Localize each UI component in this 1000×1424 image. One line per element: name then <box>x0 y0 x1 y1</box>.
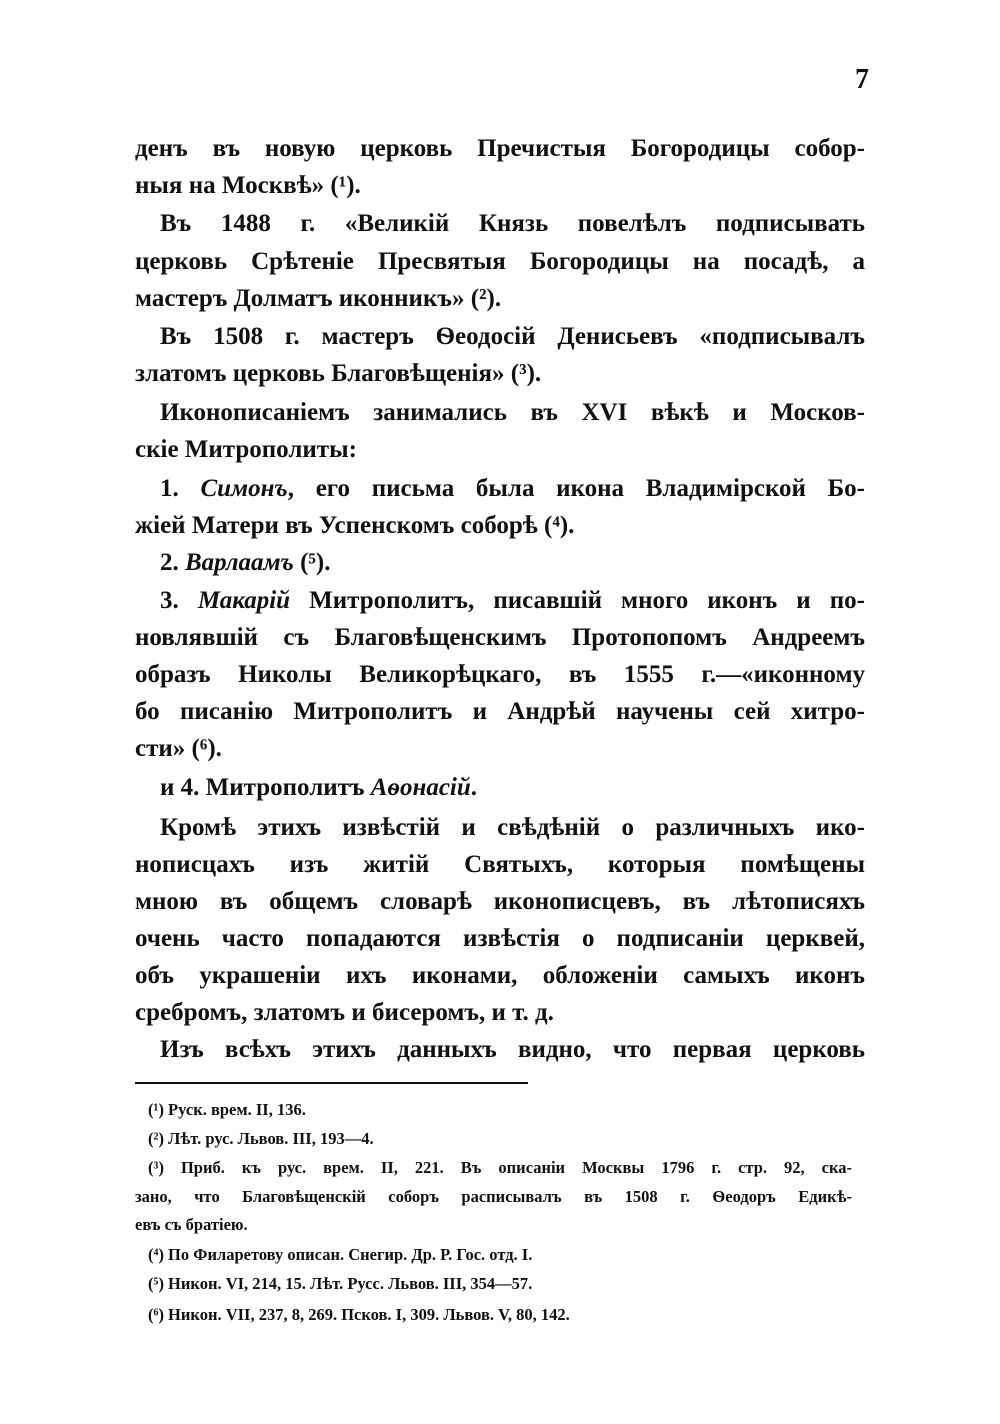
body-line: денъ въ новую церковь Пречистыя Богородицы собор- <box>135 135 865 162</box>
body-line: Кромѣ этихъ извѣстій и свѣдѣній о различныхъ ико- <box>160 814 865 841</box>
footnote: (³) Приб. къ рус. врем. II, 221. Въ описаніи Москвы 1796 г. стр. 92, ска- <box>148 1158 852 1177</box>
body-line: образъ Николы Великорѣцкаго, въ 1555 г.—«иконному <box>135 661 865 688</box>
footnote: (⁵) Никон. VI, 214, 15. Лѣт. Русс. Львов. III, 354—57. <box>148 1274 533 1293</box>
body-text: (⁵). <box>293 549 331 576</box>
footnote: зано, что Благовѣщенскій соборъ расписывалъ въ 1508 г. Ѳеодоръ Едикѣ- <box>135 1187 852 1206</box>
body-line: церковь Срѣтеніе Пресвятыя Богородицы на посадѣ, а <box>135 248 865 275</box>
body-line: мастеръ Долматъ иконникъ» (²). <box>135 285 502 312</box>
body-line: Въ 1508 г. мастеръ Ѳеодосій Денисьевъ «подписывалъ <box>160 323 865 350</box>
body-line: очень часто попадаются извѣстія о подписаніи церквей, <box>135 925 865 952</box>
body-line: жіей Матери въ Успенскомъ соборѣ (⁴). <box>135 512 575 539</box>
body-line: объ украшеніи ихъ иконами, обложеніи самыхъ иконъ <box>135 962 865 989</box>
footnote: (¹) Руск. врем. II, 136. <box>148 1100 306 1119</box>
body-line: новлявшій съ Благовѣщенскимъ Протопопомъ Андреемъ <box>135 624 865 651</box>
body-line <box>160 474 865 504</box>
italic-name: Варлаамъ <box>185 549 294 576</box>
footnote: (²) Лѣт. рус. Львов. III, 193—4. <box>148 1129 374 1148</box>
italic-name: Макарій <box>197 587 291 614</box>
body-text: Митрополитъ, писавшій много иконъ и по- <box>290 587 865 614</box>
body-line: сти» (⁶). <box>135 735 222 762</box>
body-line: нописцахъ изъ житій Святыхъ, которыя помѣщены <box>135 851 865 878</box>
italic-name: Аѳонасій <box>370 774 471 801</box>
list-number: 1. <box>160 475 201 502</box>
body-line: сребромъ, златомъ и бисеромъ, и т. д. <box>135 999 554 1026</box>
footnote: евъ съ братіею. <box>135 1215 248 1234</box>
body-line: скіе Митрополиты: <box>135 436 357 463</box>
body-line: ныя на Москвѣ» (¹). <box>135 172 361 199</box>
page-number: 7 <box>855 64 869 95</box>
body-line: Въ 1488 г. «Великій Князь повелѣлъ подписывать <box>160 210 865 237</box>
body-line: бо писанію Митрополитъ и Андрѣй научены сей хитро- <box>135 698 865 725</box>
body-line: мною въ общемъ словарѣ иконописцевъ, въ лѣтописяхъ <box>135 888 865 915</box>
body-line <box>160 586 865 616</box>
footnote: (⁴) По Филаретову описан. Снегир. Др. Р. Гос. отд. I. <box>148 1245 533 1264</box>
body-text: и 4. Митрополитъ <box>160 774 371 801</box>
body-line: Иконописаніемъ занимались въ XVI вѣкѣ и Москов- <box>160 399 865 426</box>
body-line <box>160 773 865 803</box>
body-line: златомъ церковь Благовѣщенія» (³). <box>135 360 542 387</box>
body-text: . <box>470 774 478 801</box>
body-line: Изъ всѣхъ этихъ данныхъ видно, что первая церковь <box>160 1036 865 1063</box>
footnote: (⁶) Никон. VII, 237, 8, 269. Псков. I, 309. Львов. V, 80, 142. <box>148 1305 570 1324</box>
body-line <box>160 548 865 578</box>
footnote-divider <box>135 1082 528 1084</box>
list-number: 2. <box>160 549 185 576</box>
body-text: , его письма была икона Владимірской Бо- <box>287 475 866 502</box>
italic-name: Симонъ <box>200 475 288 502</box>
list-number: 3. <box>160 587 198 614</box>
